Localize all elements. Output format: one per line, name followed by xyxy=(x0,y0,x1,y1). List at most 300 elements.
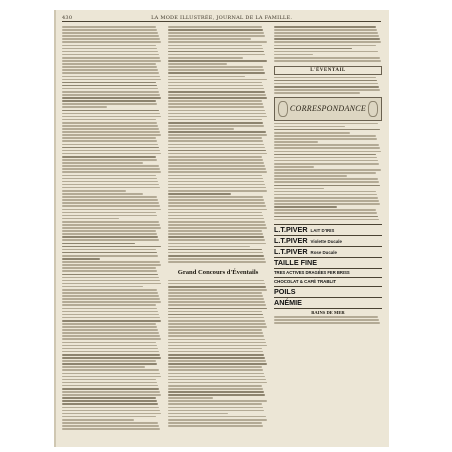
text-line xyxy=(168,255,264,257)
text-line xyxy=(168,252,263,254)
text-line xyxy=(62,32,158,34)
text-line xyxy=(168,140,263,142)
text-line xyxy=(274,89,380,91)
text-line xyxy=(274,51,378,53)
text-line xyxy=(168,326,267,328)
text-line xyxy=(62,110,159,112)
column-right xyxy=(274,26,382,325)
text-line xyxy=(168,209,267,211)
text-line xyxy=(168,153,267,155)
text-line xyxy=(168,150,266,152)
notice-box-title: L'ÉVENTAIL xyxy=(274,66,382,75)
text-line xyxy=(62,218,119,220)
text-line xyxy=(168,403,262,405)
advertisement xyxy=(274,277,382,286)
text-line xyxy=(62,376,161,378)
text-line xyxy=(62,72,159,74)
text-line xyxy=(168,236,264,238)
text-line xyxy=(62,354,160,356)
text-line xyxy=(168,66,263,68)
text-line xyxy=(168,311,262,313)
text-line xyxy=(62,373,160,375)
text-line xyxy=(168,243,266,245)
text-line xyxy=(62,63,156,65)
text-line xyxy=(62,122,157,124)
text-line xyxy=(62,171,161,173)
text-line xyxy=(62,258,100,260)
text-line xyxy=(168,212,262,214)
text-line xyxy=(62,280,160,282)
text-line xyxy=(62,329,158,331)
text-line xyxy=(168,202,265,204)
text-line xyxy=(62,150,160,152)
ad-product: Violette Ducale xyxy=(310,239,342,245)
text-line xyxy=(62,116,161,118)
text-line xyxy=(168,410,264,412)
text-line xyxy=(62,153,161,155)
text-line xyxy=(168,88,264,90)
text-line xyxy=(62,212,156,214)
text-line xyxy=(168,162,264,164)
text-line xyxy=(168,79,267,81)
text-line xyxy=(168,76,245,78)
text-line xyxy=(168,295,263,297)
text-line xyxy=(274,316,378,318)
page-number: 430 xyxy=(62,14,73,21)
text-line xyxy=(62,425,159,427)
text-line xyxy=(168,171,267,173)
ad-taille-fine: TAILLE FINE xyxy=(274,258,317,268)
text-line xyxy=(62,292,158,294)
advertisement xyxy=(274,224,382,235)
text-line xyxy=(62,394,161,396)
text-line xyxy=(168,125,264,127)
text-line xyxy=(62,106,107,108)
text-line xyxy=(274,147,380,149)
text-line xyxy=(168,382,267,384)
text-line xyxy=(62,338,161,340)
text-line xyxy=(168,60,267,62)
text-line xyxy=(62,233,157,235)
text-line xyxy=(62,125,158,127)
text-line xyxy=(62,416,156,418)
text-line xyxy=(168,103,263,105)
text-line xyxy=(168,314,263,316)
text-block xyxy=(274,123,382,221)
text-line xyxy=(62,274,158,276)
text-line xyxy=(274,135,376,137)
text-line xyxy=(274,185,380,187)
text-line xyxy=(62,289,157,291)
text-line xyxy=(62,246,161,248)
text-line xyxy=(168,369,263,371)
text-line xyxy=(168,113,266,115)
text-line xyxy=(168,168,266,170)
text-line xyxy=(62,181,158,183)
text-line xyxy=(168,100,262,102)
advertisement xyxy=(274,297,382,308)
text-line xyxy=(168,394,265,396)
text-line xyxy=(168,233,263,235)
text-line xyxy=(274,77,376,79)
text-line xyxy=(274,45,376,47)
ad-brand: L.T.PIVER xyxy=(274,247,308,257)
ad-dragees: TRES ACTIVES DRAGÉES FER BRISS xyxy=(274,270,350,276)
text-line xyxy=(62,351,159,353)
text-line xyxy=(62,360,156,362)
text-line xyxy=(168,221,265,223)
text-line xyxy=(62,388,159,390)
text-line xyxy=(274,138,377,140)
text-line xyxy=(274,151,381,153)
page-fold xyxy=(54,10,56,447)
text-line xyxy=(62,199,158,201)
text-line xyxy=(62,175,156,177)
text-line xyxy=(168,54,265,56)
text-line xyxy=(62,215,157,217)
text-line xyxy=(168,366,262,368)
text-line xyxy=(168,205,266,207)
text-line xyxy=(168,363,267,365)
text-line xyxy=(62,162,143,164)
text-line xyxy=(168,335,264,337)
text-line xyxy=(62,261,160,263)
text-line xyxy=(62,48,157,50)
text-line xyxy=(62,85,157,87)
text-line xyxy=(168,348,262,350)
text-line xyxy=(168,239,265,241)
text-line xyxy=(62,45,156,47)
text-line xyxy=(274,83,378,85)
text-line xyxy=(62,308,157,310)
text-line xyxy=(274,191,376,193)
text-line xyxy=(274,200,379,202)
text-line xyxy=(274,123,378,125)
ad-brand: L.T.PIVER xyxy=(274,225,308,235)
text-line xyxy=(62,252,157,254)
text-line xyxy=(62,369,159,371)
text-line xyxy=(168,286,266,288)
text-line xyxy=(168,323,266,325)
text-line xyxy=(274,197,378,199)
text-line xyxy=(168,35,265,37)
text-line xyxy=(168,144,264,146)
text-line xyxy=(274,80,377,82)
advertisement xyxy=(274,246,382,257)
advertisement xyxy=(274,235,382,246)
article-heading: Grand Concours d'Éventails xyxy=(177,268,259,276)
text-line xyxy=(274,319,379,321)
text-line xyxy=(274,54,313,56)
text-line xyxy=(62,264,161,266)
ornament-left-icon xyxy=(278,101,288,117)
text-line xyxy=(62,54,159,56)
text-line xyxy=(168,292,262,294)
text-line xyxy=(168,48,263,50)
text-line xyxy=(168,413,228,415)
text-line xyxy=(168,159,263,161)
text-line xyxy=(62,100,156,102)
text-line xyxy=(62,66,157,68)
text-line xyxy=(62,366,145,368)
text-line xyxy=(168,82,262,84)
text-line xyxy=(168,38,251,40)
text-line xyxy=(168,110,265,112)
text-line xyxy=(62,348,158,350)
text-line xyxy=(62,97,161,99)
text-line xyxy=(62,184,159,186)
text-line xyxy=(62,113,160,115)
text-line xyxy=(168,29,263,31)
text-line xyxy=(274,48,352,50)
text-line xyxy=(62,187,160,189)
text-line xyxy=(62,249,156,251)
text-line xyxy=(168,134,267,136)
text-line xyxy=(274,209,376,211)
text-line xyxy=(168,357,265,359)
text-line xyxy=(168,329,262,331)
text-line xyxy=(168,342,266,344)
text-line xyxy=(168,32,264,34)
text-line xyxy=(274,132,350,134)
text-line xyxy=(168,116,267,118)
ornament-right-icon xyxy=(368,101,378,117)
text-line xyxy=(62,190,126,192)
text-line xyxy=(168,106,264,108)
text-line xyxy=(168,304,266,306)
text-line xyxy=(62,94,160,96)
text-line xyxy=(62,156,156,158)
text-line xyxy=(62,168,160,170)
column-left xyxy=(62,26,162,430)
ad-product: LAIT D'IRIS xyxy=(310,228,335,234)
text-line xyxy=(62,128,159,130)
text-line xyxy=(62,57,160,59)
text-line xyxy=(168,51,264,53)
text-line xyxy=(168,131,266,133)
text-line xyxy=(274,172,376,174)
text-line xyxy=(274,141,318,143)
text-line xyxy=(168,246,250,248)
text-line xyxy=(168,190,267,192)
text-line xyxy=(168,193,231,195)
text-line xyxy=(168,422,262,424)
text-line xyxy=(168,332,263,334)
text-line xyxy=(274,26,376,28)
text-line xyxy=(168,308,267,310)
text-line xyxy=(62,134,161,136)
text-line xyxy=(62,51,158,53)
text-line xyxy=(62,301,161,303)
text-line xyxy=(274,144,379,146)
text-line xyxy=(168,187,266,189)
text-line xyxy=(168,119,262,121)
text-line xyxy=(62,419,134,421)
text-line xyxy=(62,277,159,279)
text-line xyxy=(168,69,264,71)
text-line xyxy=(274,212,377,214)
text-line xyxy=(62,131,160,133)
text-line xyxy=(62,382,157,384)
text-line xyxy=(62,159,157,161)
ad-anemie: ANÉMIE xyxy=(274,298,302,308)
text-line xyxy=(62,332,159,334)
text-line xyxy=(62,202,159,204)
text-line xyxy=(274,29,377,31)
text-line xyxy=(62,397,156,399)
text-line xyxy=(274,92,360,94)
text-line xyxy=(62,41,161,43)
text-line xyxy=(168,351,263,353)
text-line xyxy=(168,224,266,226)
ad-product: Rose Ducale xyxy=(310,250,337,256)
text-line xyxy=(168,425,263,427)
text-line xyxy=(168,397,213,399)
text-line xyxy=(62,119,156,121)
text-line xyxy=(62,270,157,272)
text-line xyxy=(62,29,157,31)
text-line xyxy=(168,373,264,375)
text-line xyxy=(274,35,379,37)
text-line xyxy=(62,227,161,229)
text-line xyxy=(274,154,376,156)
text-line xyxy=(168,258,265,260)
text-line xyxy=(168,165,265,167)
text-line xyxy=(168,175,262,177)
text-line xyxy=(274,38,380,40)
text-line xyxy=(274,175,347,177)
column-middle xyxy=(168,26,268,427)
text-line xyxy=(62,88,158,90)
text-line xyxy=(62,345,157,347)
text-line xyxy=(62,317,160,319)
text-line xyxy=(168,388,263,390)
text-block xyxy=(168,280,268,427)
text-line xyxy=(62,103,157,105)
text-line xyxy=(62,400,157,402)
text-line xyxy=(274,206,337,208)
text-line xyxy=(168,128,234,130)
text-block xyxy=(274,26,382,62)
text-line xyxy=(168,85,263,87)
text-line xyxy=(274,126,345,128)
text-line xyxy=(168,218,264,220)
text-line xyxy=(168,400,267,402)
text-line xyxy=(62,35,159,37)
text-line xyxy=(168,249,262,251)
text-line xyxy=(62,243,135,245)
text-line xyxy=(62,298,160,300)
text-line xyxy=(168,199,264,201)
text-block xyxy=(168,26,268,263)
text-line xyxy=(168,137,262,139)
text-line xyxy=(62,410,160,412)
text-line xyxy=(274,60,381,62)
text-line xyxy=(62,385,158,387)
text-line xyxy=(62,69,158,71)
text-line xyxy=(62,422,158,424)
text-line xyxy=(62,314,159,316)
text-line xyxy=(274,86,379,88)
text-line xyxy=(62,323,156,325)
ad-bains: BAINS DE MER xyxy=(311,310,345,316)
text-line xyxy=(168,298,264,300)
advertisement xyxy=(274,257,382,268)
correspondance-banner xyxy=(274,97,382,121)
text-line xyxy=(274,129,380,131)
text-line xyxy=(62,320,161,322)
text-line xyxy=(62,209,161,211)
text-line xyxy=(62,391,160,393)
text-line xyxy=(274,188,324,190)
text-line xyxy=(62,335,160,337)
advertisement xyxy=(274,286,382,297)
text-line xyxy=(62,79,161,81)
ad-poils: POILS xyxy=(274,287,296,297)
text-block xyxy=(62,26,162,430)
text-line xyxy=(168,230,262,232)
text-line xyxy=(168,97,267,99)
text-line xyxy=(62,205,160,207)
ad-brand: L.T.PIVER xyxy=(274,236,308,246)
text-line xyxy=(62,363,157,365)
text-line xyxy=(62,26,156,28)
text-line xyxy=(168,419,267,421)
text-line xyxy=(168,156,262,158)
text-line xyxy=(274,157,377,159)
text-line xyxy=(62,178,157,180)
text-line xyxy=(62,295,159,297)
text-line xyxy=(62,196,157,198)
text-line xyxy=(62,140,157,142)
text-line xyxy=(274,41,381,43)
text-line xyxy=(62,76,160,78)
text-line xyxy=(62,60,161,62)
text-line xyxy=(274,216,378,218)
text-line xyxy=(168,94,266,96)
text-line xyxy=(168,360,266,362)
text-line xyxy=(62,193,143,195)
text-line xyxy=(62,91,159,93)
text-line xyxy=(62,403,158,405)
text-line xyxy=(62,82,156,84)
text-line xyxy=(274,203,380,205)
text-line xyxy=(62,357,161,359)
text-line xyxy=(62,267,156,269)
text-line xyxy=(274,163,379,165)
ad-cafe: CHOCOLAT & CAFÉ TRABLIT xyxy=(274,279,337,285)
text-line xyxy=(274,169,381,171)
text-line xyxy=(62,137,156,139)
text-line xyxy=(62,144,158,146)
text-line xyxy=(62,230,156,232)
correspondance-title: CORRESPONDANCE xyxy=(289,104,367,114)
newspaper-page xyxy=(54,10,389,447)
text-line xyxy=(274,322,380,324)
text-line xyxy=(274,178,378,180)
text-line xyxy=(168,407,263,409)
text-line xyxy=(62,342,156,344)
text-line xyxy=(168,57,243,59)
text-line xyxy=(274,57,380,59)
text-line xyxy=(168,181,264,183)
text-line xyxy=(62,286,143,288)
text-line xyxy=(168,317,264,319)
text-line xyxy=(168,72,265,74)
text-line xyxy=(168,91,265,93)
text-line xyxy=(168,41,267,43)
text-line xyxy=(168,45,262,47)
